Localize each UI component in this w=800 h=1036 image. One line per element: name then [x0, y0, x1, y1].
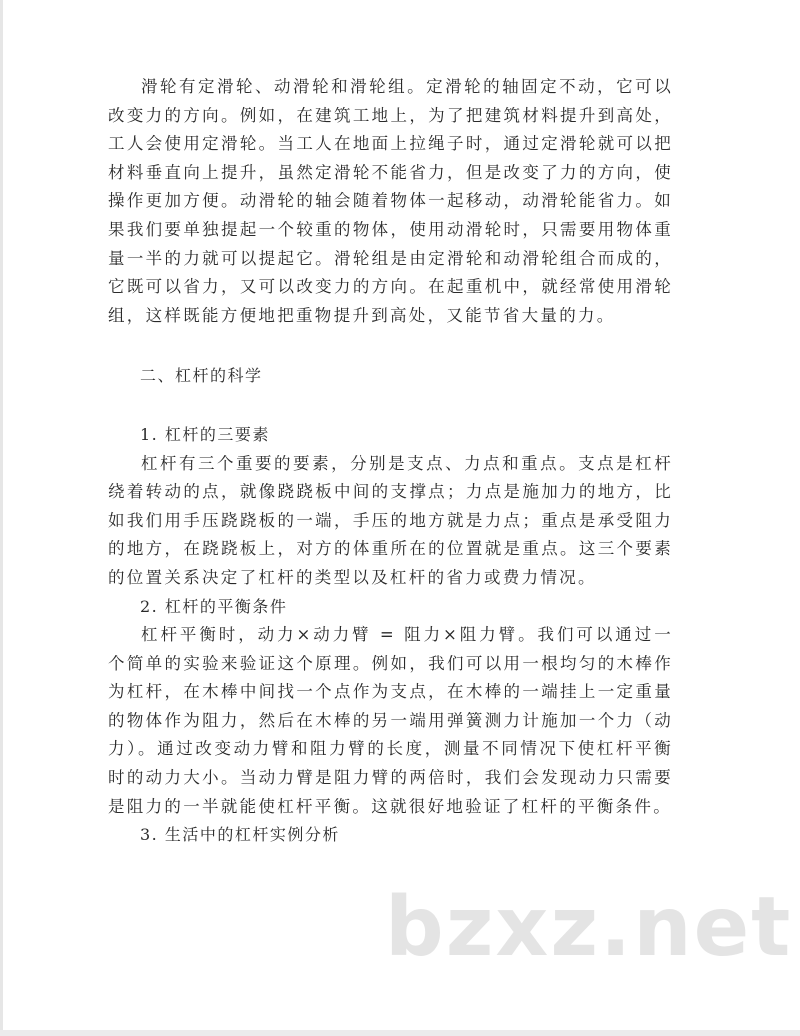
watermark-logo: bzxz.net: [385, 880, 793, 975]
document-body: [108, 73, 673, 850]
subsection-title-balance-condition: 2. 杠杆的平衡条件: [140, 596, 288, 616]
page-edge: [0, 0, 3, 1036]
paragraph-pulleys: 滑轮有定滑轮、动滑轮和滑轮组。定滑轮的轴固定不动，它可以改变力的方向。例如，在建筑工地上，为了把建筑材料提升到高处，工人会使用定滑轮。当工人在地面上拉绳子时，通过定滑轮就可以把材料垂直向上提升，虽然定滑轮不能省力，但是改变了力的方向，使操作更加方便。动滑轮的轴会随着物体一起移动，动滑轮能省力。如果我们要单独提起一个较重的物体，使用动滑轮时，只需要用物体重量一半的力就可以提起它。滑轮组是由定滑轮和动滑轮组合而成的，它既可以省力，又可以改变力的方向。在起重机中，就经常使用滑轮组，这样既能方便地把重物提升到高处，又能节省大量的力。: [108, 77, 673, 325]
paragraph-three-elements: 杠杆有三个重要的要素，分别是支点、力点和重点。支点是杠杆绕着转动的点，就像跷跷板中间的支撑点；力点是施加力的地方，比如我们用手压跷跷板的一端，手压的地方就是力点；重点是承受阻力的地方，在跷跷板上，对方的体重所在的位置就是重点。这三个要素的位置关系决定了杠杆的类型以及杠杆的省力或费力情况。: [108, 453, 673, 587]
subsection-title-life-examples: 3. 生活中的杠杆实例分析: [140, 825, 340, 845]
paragraph-balance-condition: 杠杆平衡时，动力×动力臂 = 阻力×阻力臂。我们可以通过一个简单的实验来验证这个原理。例如，我们可以用一根均匀的木棒作为杠杆，在木棒中间找一个点作为支点，在木棒的一端挂上一定重量的物体作为阻力，然后在木棒的另一端用弹簧测力计施加一个力（动力）。通过改变动力臂和阻力臂的长度，测量不同情况下使杠杆平衡时的动力大小。当动力臂是阻力臂的两倍时，我们会发现动力只需要是阻力的一半就能使杠杆平衡。这就很好地验证了杠杆的平衡条件。: [108, 625, 673, 816]
page-bottom-edge: [0, 1030, 800, 1036]
section-title-lever-science: 二、杠杆的科学: [140, 366, 263, 386]
subsection-title-three-elements: 1. 杠杆的三要素: [140, 424, 270, 444]
